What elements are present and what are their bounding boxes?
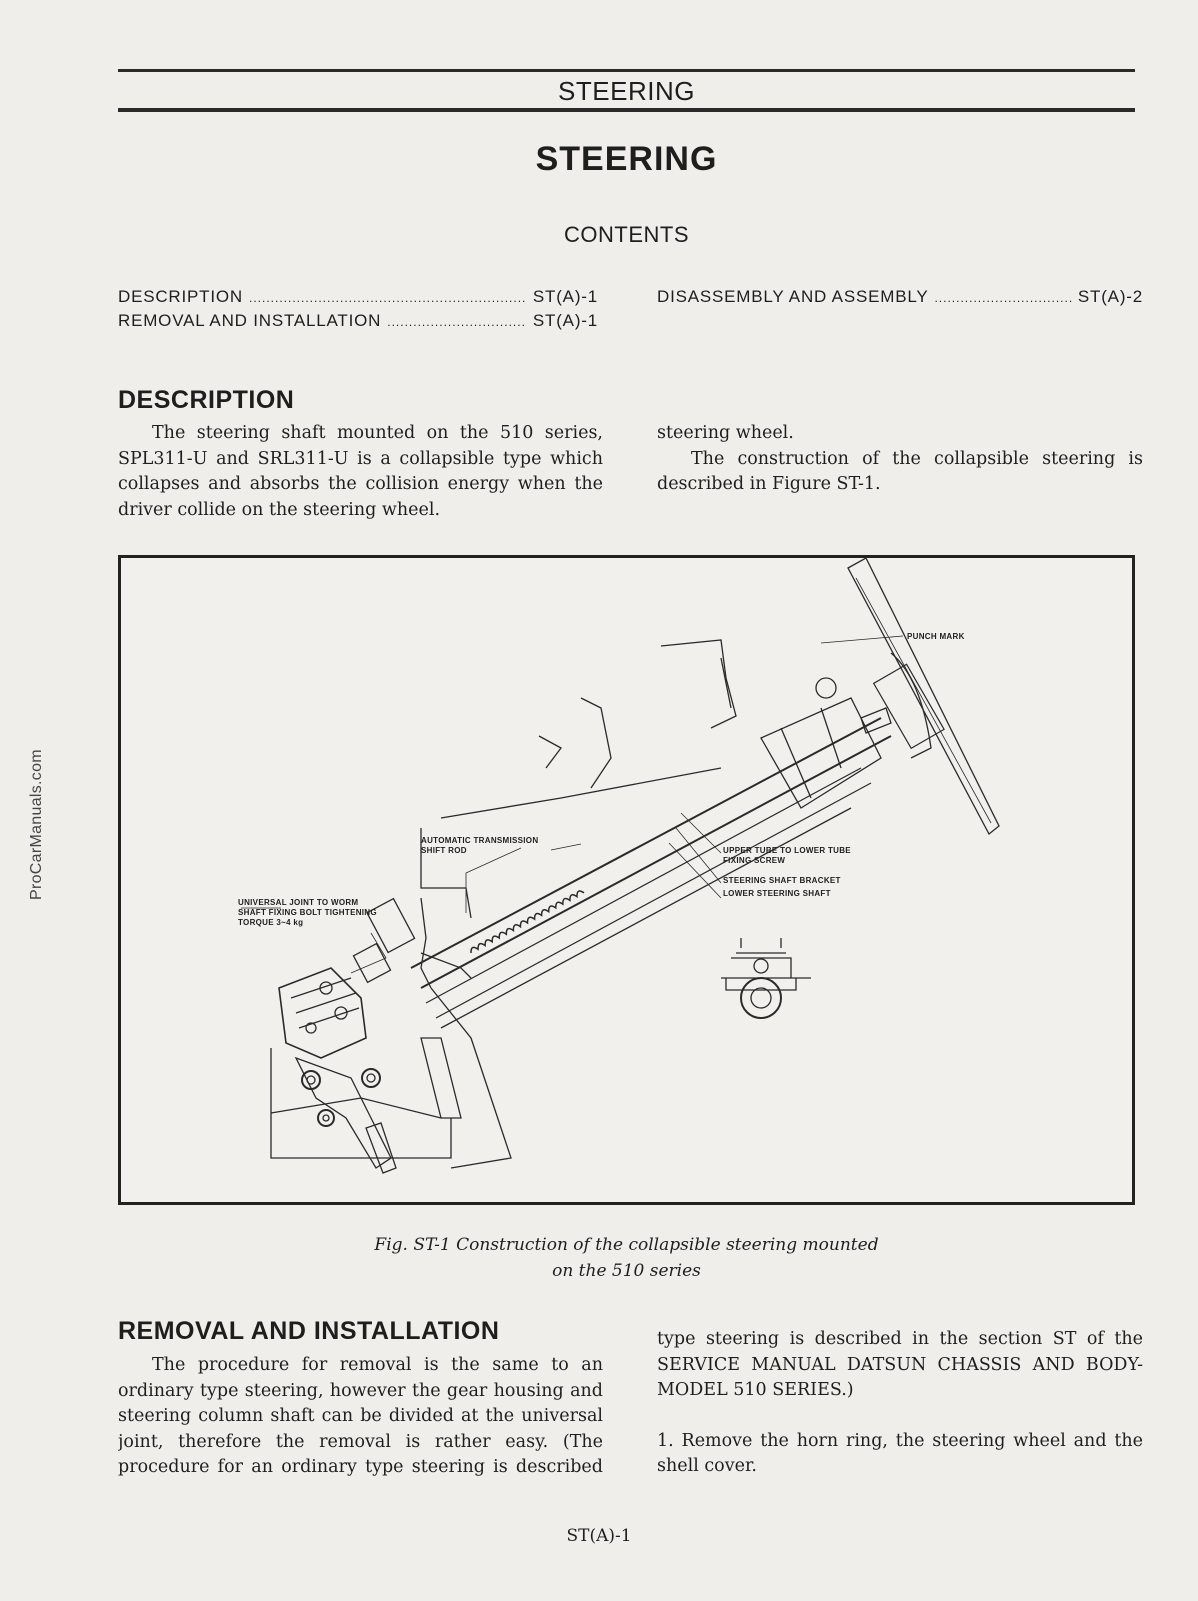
section-heading-removal: REMOVAL AND INSTALLATION <box>118 1317 500 1345</box>
removal-text-left <box>118 1353 603 1481</box>
toc-page: ST(A)-1 <box>532 311 598 330</box>
toc-entry[interactable] <box>657 287 1143 307</box>
toc-label: DISASSEMBLY AND ASSEMBLY <box>657 287 929 306</box>
toc-page: ST(A)-1 <box>532 287 598 306</box>
watermark-text: ProCarManuals.com <box>28 749 45 900</box>
toc-label: DESCRIPTION <box>118 287 243 306</box>
toc-page: ST(A)-2 <box>1077 287 1143 306</box>
description-para-2: The construction of the collapsible steering is described in Figure ST-1. <box>657 448 1143 494</box>
running-head: STEERING <box>558 76 695 106</box>
removal-para-1-cont: type steering is described in the section ST of the SERVICE MANUAL DATSUN CHASSIS AND BODY-MODEL 510 SERIES.) <box>657 1329 1143 1400</box>
callout-auto-trans: AUTOMATIC TRANSMISSION SHIFT ROD <box>421 836 539 855</box>
page-number: ST(A)-1 <box>566 1526 632 1546</box>
toc-entry[interactable] <box>118 287 598 307</box>
toc-leader <box>934 287 1071 307</box>
removal-step-1: 1. Remove the horn ring, the steering wheel and the shell cover. <box>657 1430 1143 1476</box>
top-rule <box>118 69 1135 72</box>
wheel-hub <box>891 653 931 758</box>
description-text-right <box>657 421 1143 498</box>
callout-punch-mark: PUNCH MARK <box>907 632 965 641</box>
toc-label: REMOVAL AND INSTALLATION <box>118 311 382 330</box>
description-text-left <box>118 421 603 523</box>
callout-lower-shaft: LOWER STEERING SHAFT <box>723 889 831 898</box>
callout-universal-joint: UNIVERSAL JOINT TO WORM SHAFT FIXING BOLT TIGHTENING TORQUE 3~4 kg <box>238 898 377 927</box>
side-watermark <box>28 700 52 900</box>
description-para-1-cont: steering wheel. <box>657 423 794 443</box>
toc-entry[interactable] <box>118 311 598 331</box>
callout-bracket: STEERING SHAFT BRACKET <box>723 876 841 885</box>
contents-title: CONTENTS <box>564 222 689 247</box>
figure-caption <box>118 1232 1135 1284</box>
removal-para-1: The procedure for removal is the same to an ordinary type steering, however the gear housing and steering column shaft can be divided at the universal joint, therefore the removal is rather easy. (The procedure for an ordinary type steering is described <box>118 1355 603 1477</box>
steering-wheel-rim <box>848 558 999 834</box>
toc-leader <box>249 287 527 307</box>
removal-text-right <box>657 1327 1143 1480</box>
description-para-1: The steering shaft mounted on the 510 series, SPL311-U and SRL311-U is a collapsible type which collapses and absorbs the collision energy when the driver collide on the steering wheel. <box>118 423 603 520</box>
caption-line-1: Fig. ST-1 Construction of the collapsible steering mounted <box>374 1235 879 1255</box>
figure-st-1 <box>118 555 1135 1205</box>
callout-upper-tube: UPPER TUBE TO LOWER TUBE FIXING SCREW <box>723 846 851 865</box>
section-heading-description: DESCRIPTION <box>118 386 295 414</box>
steering-diagram <box>121 558 1132 1202</box>
header-rule <box>118 108 1135 112</box>
caption-line-2: on the 510 series <box>552 1261 701 1281</box>
page-title: STEERING <box>535 140 718 178</box>
toc-leader <box>387 311 527 331</box>
